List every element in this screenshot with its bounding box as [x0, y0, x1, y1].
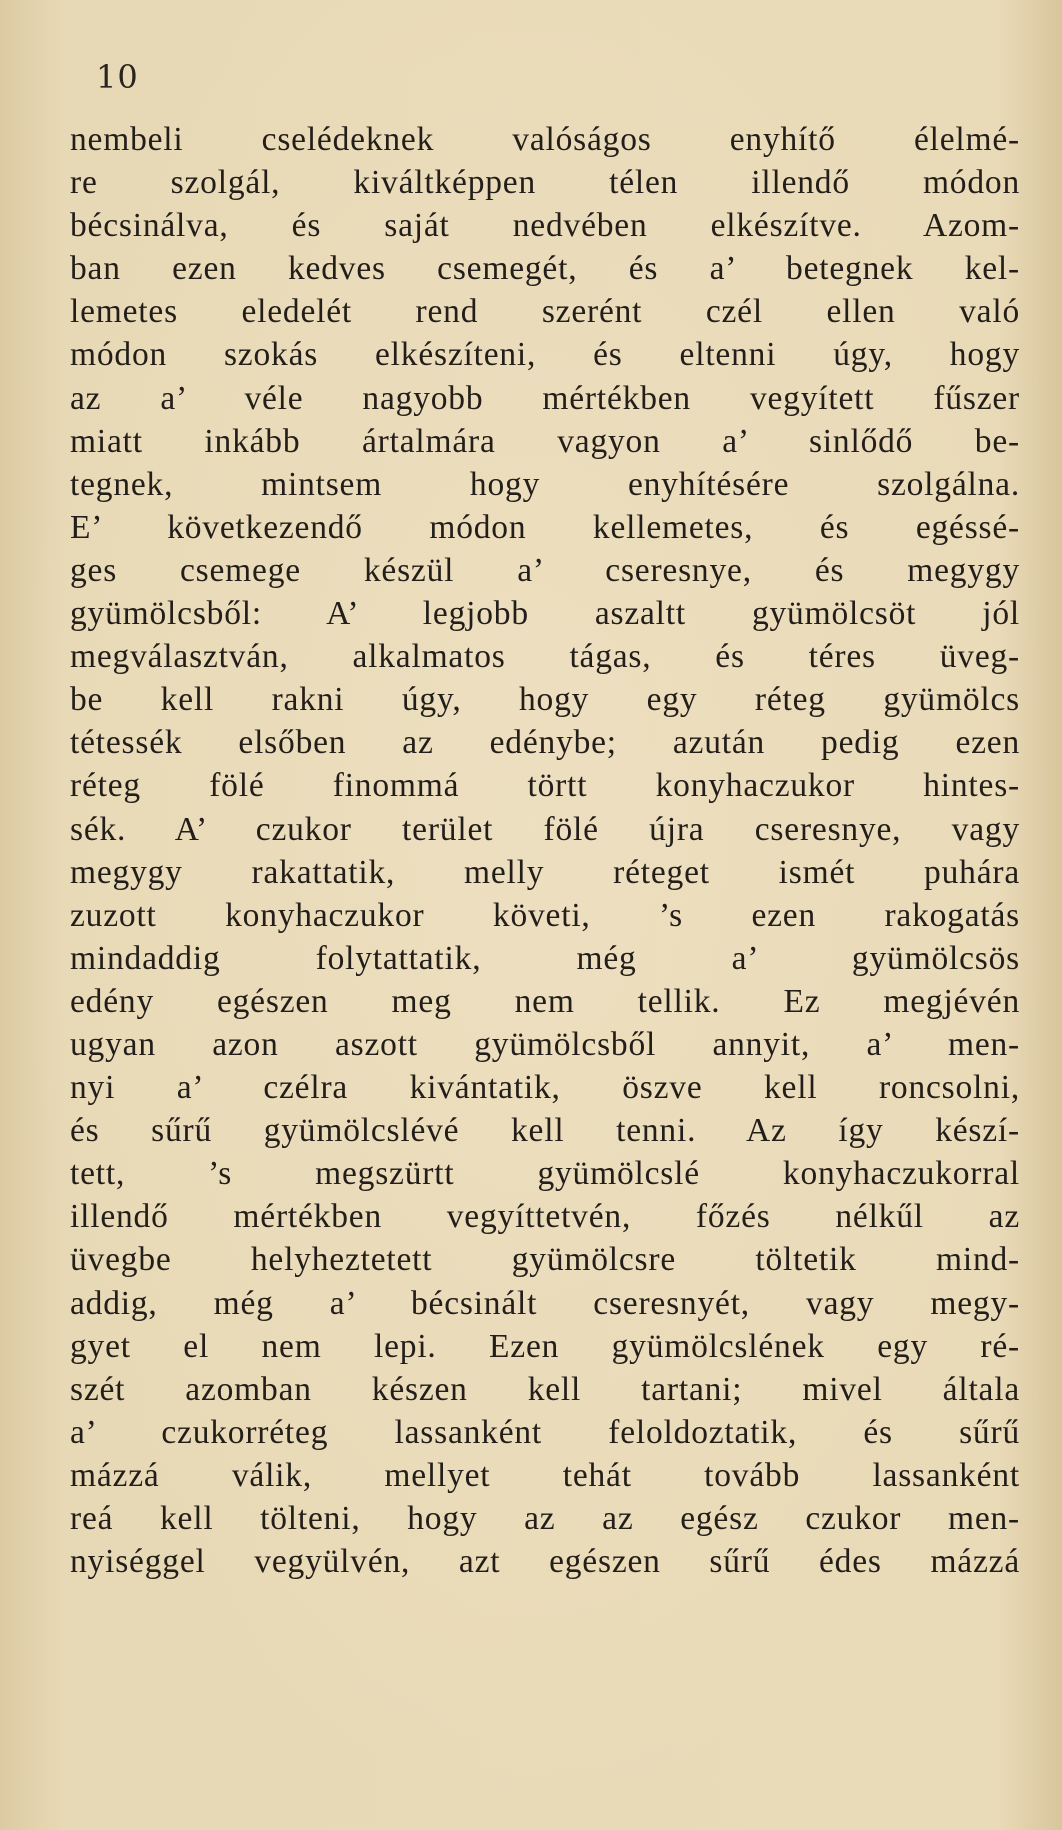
text-line: mindaddig folytattatik, még a’ gyümölcsös — [70, 939, 1020, 977]
text-line: üvegbe helyheztetett gyümölcsre töltetik mind- — [70, 1241, 1020, 1279]
text-line: gyümölcsből: A’ legjobb aszaltt gyümölcsöt jól — [70, 595, 1020, 633]
text-line: E’ következendő módon kellemetes, és egéssé- — [70, 508, 1020, 546]
text-line: ban ezen kedves csemegét, és a’ betegnek kel- — [70, 250, 1020, 288]
text-line: zuzott konyhaczukor követi, ’s ezen rakogatás — [70, 896, 1020, 934]
text-line: illendő mértékben vegyíttetvén, főzés nélkűl az — [70, 1198, 1020, 1236]
text-line: nyiséggel vegyülvén, azt egészen sűrű édes mázzá — [70, 1543, 1020, 1581]
text-line: lemetes eledelét rend szerént czél ellen való — [70, 293, 1020, 331]
text-line: tegnek, mintsem hogy enyhítésére szolgálna. — [70, 465, 1020, 503]
text-line: ugyan azon aszott gyümölcsből annyit, a’ men- — [70, 1025, 1020, 1063]
text-line: sék. A’ czukor terület fölé újra cseresnye, vagy — [70, 810, 1020, 848]
text-line: réteg fölé finommá törtt konyhaczukor hintes- — [70, 767, 1020, 805]
text-line: nyi a’ czélra kivántatik, öszve kell roncsolni, — [70, 1069, 1020, 1107]
text-line: és sűrű gyümölcslévé kell tenni. Az így készí- — [70, 1112, 1020, 1150]
text-line: tett, ’s megszürtt gyümölcslé konyhaczukorral — [70, 1155, 1020, 1193]
page-number: 10 — [96, 58, 139, 96]
text-line: szét azomban készen kell tartani; mivel általa — [70, 1370, 1020, 1408]
text-line: miatt inkább ártalmára vagyon a’ sinlődő be- — [70, 422, 1020, 460]
text-line: megygy rakattatik, melly réteget ismét puhára — [70, 853, 1020, 891]
text-line: edény egészen meg nem tellik. Ez megjévén — [70, 982, 1020, 1020]
text-line: módon szokás elkészíteni, és eltenni úgy, hogy — [70, 336, 1020, 374]
text-line: a’ czukorréteg lassanként feloldoztatik, és sűrű — [70, 1413, 1020, 1451]
text-line: addig, még a’ bécsinált cseresnyét, vagy megy- — [70, 1284, 1020, 1322]
text-line: az a’ véle nagyobb mértékben vegyített fűszer — [70, 379, 1020, 417]
text-line: reá kell tölteni, hogy az az egész czukor men- — [70, 1500, 1020, 1537]
body-text — [70, 118, 1020, 1583]
text-line: megválasztván, alkalmatos tágas, és téres üveg- — [70, 638, 1020, 676]
text-line: be kell rakni úgy, hogy egy réteg gyümölcs — [70, 681, 1020, 719]
text-line: tétessék elsőben az edénybe; azután pedig ezen — [70, 724, 1020, 762]
text-line: bécsinálva, és saját nedvében elkészítve. Azom- — [70, 207, 1020, 245]
text-line: gyet el nem lepi. Ezen gyümölcslének egy ré- — [70, 1327, 1020, 1365]
text-line: re szolgál, kiváltképpen télen illendő módon — [70, 164, 1020, 202]
text-line: mázzá válik, mellyet tehát tovább lassanként — [70, 1456, 1020, 1494]
text-line: ges csemege készül a’ cseresnye, és megygy — [70, 551, 1020, 589]
text-line: nembeli cselédeknek valóságos enyhítő élelmé- — [70, 121, 1020, 158]
